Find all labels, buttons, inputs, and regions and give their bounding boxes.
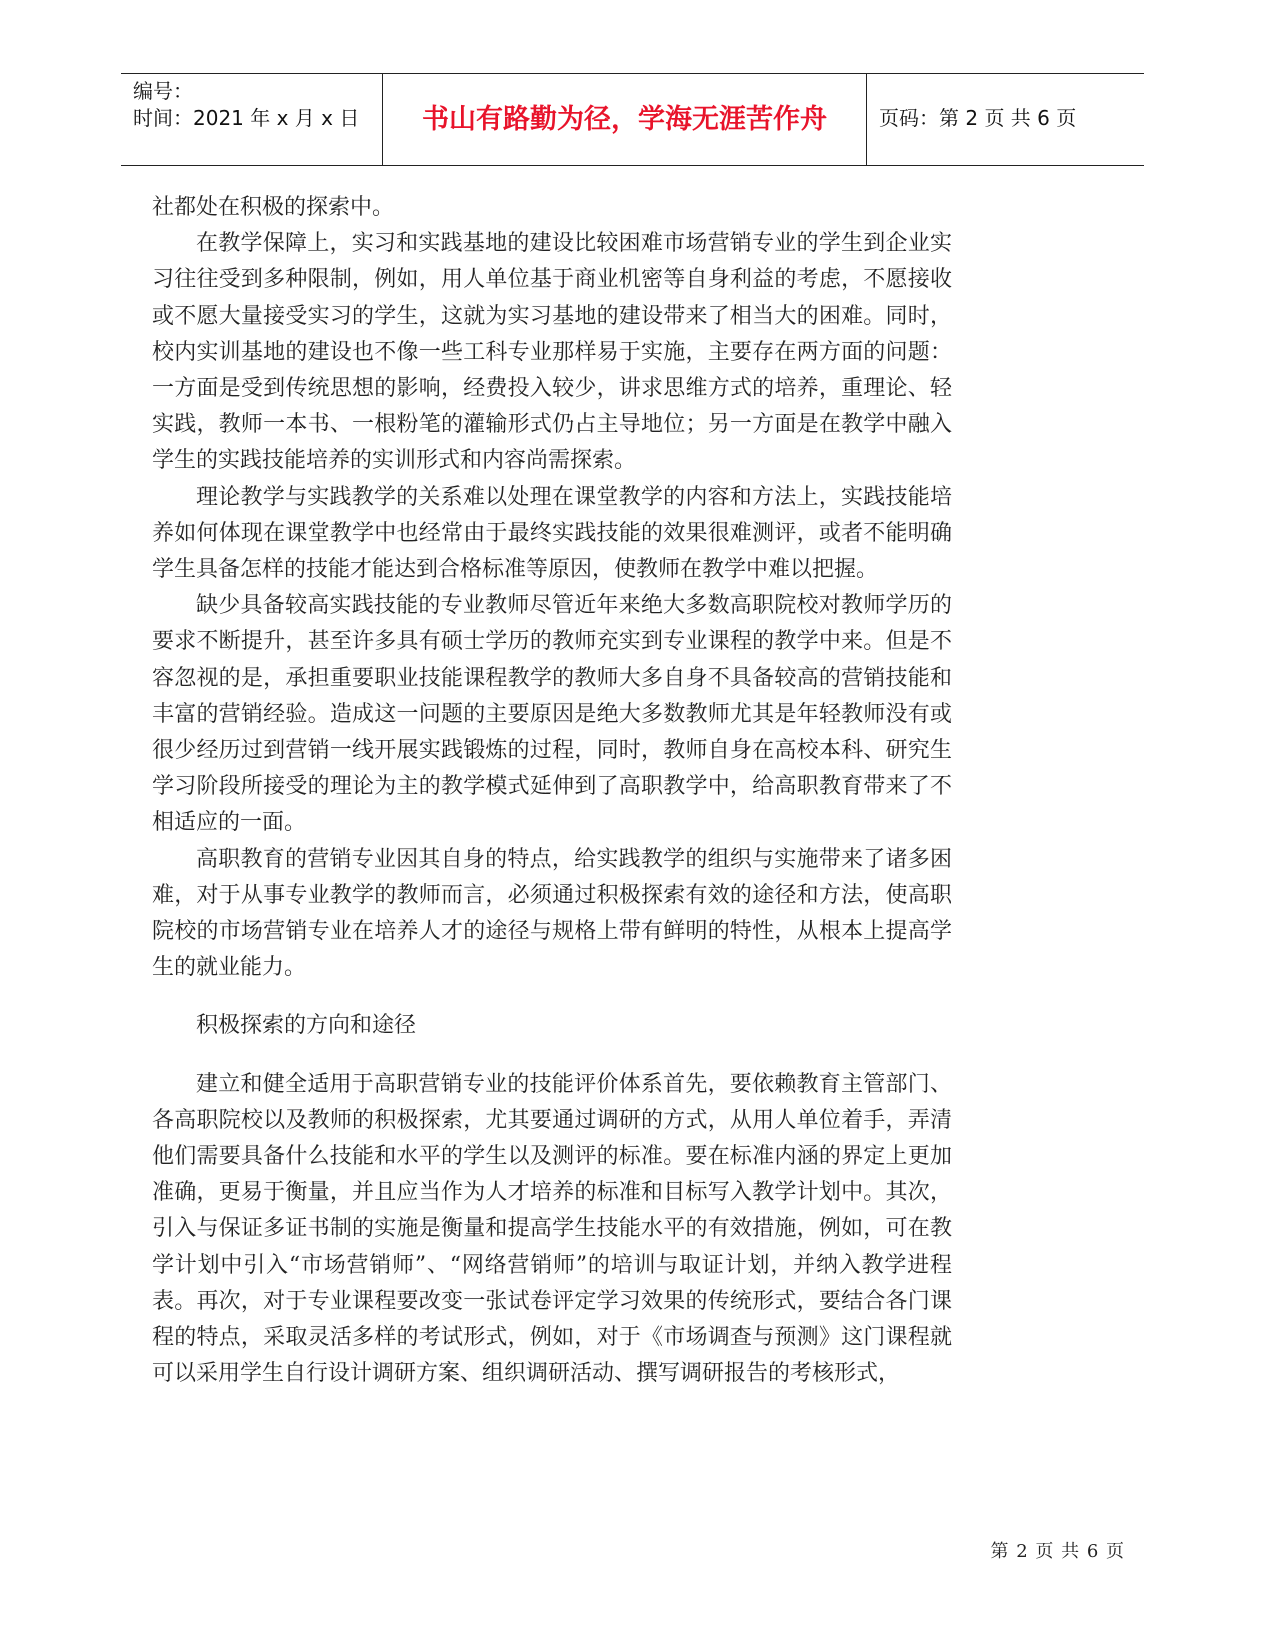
paragraph: 缺少具备较高实践技能的专业教师尽管近年来绝大多数高职院校对教师学历的要求不断提升，甚至许多具有硕士学历的教师充实到专业课程的教学中来。但是不容忽视的是，承担重要职业技能课程教学的教师大多自身不具备较高的营销技能和丰富的营销经验。造成这一问题的主要原因是绝大多数教师尤其是年轻教师没有或很少经历过到营销一线开展实践锻炼的过程，同时，教师自身在高校本科、研究生学习阶段所接受的理论为主的教学模式延伸到了高职教学中，给高职教育带来了不相适应的一面。 <box>152 593 952 836</box>
document-body <box>152 190 952 1393</box>
section-heading: 积极探索的方向和途径 <box>196 1013 417 1039</box>
paragraph: 建立和健全适用于高职营销专业的技能评价体系首先，要依赖教育主管部门、各高职院校以及教师的积极探索，尤其要通过调研的方式，从用人单位着手，弄清他们需要具备什么技能和水平的学生以及测评的标准。要在标准内涵的界定上更加准确，更易于衡量，并且应当作为人才培养的标准和目标写入教学计划中。其次，引入与保证多证书制的实施是衡量和提高学生技能水平的有效措施，例如，可在教学计划中引入“市场营销师”、“网络营销师”的培训与取证计划，并纳入教学进程表。再次，对于专业课程要改变一张试卷评定学习效果的传统形式，要结合各门课程的特点，采取灵活多样的考试形式，例如，对于《市场调查与预测》这门课程就可以采用学生自行设计调研方案、组织调研活动、撰写调研报告的考核形式， <box>152 1071 952 1387</box>
page-header <box>121 73 1144 166</box>
header-meta <box>121 74 383 165</box>
header-page-info: 页码：第 2 页 共 6 页 <box>879 106 1077 130</box>
document-number-label: 编号： <box>133 79 193 103</box>
paragraph: 高职教育的营销专业因其自身的特点，给实践教学的组织与实施带来了诸多困难，对于从事专业教学的教师而言，必须通过积极探索有效的途径和方法，使高职院校的市场营销专业在培养人才的途径与规格上带有鲜明的特性，从根本上提高学生的就业能力。 <box>152 846 952 981</box>
header-motto: 书山有路勤为径，学海无涯苦作舟 <box>383 74 867 165</box>
paragraph: 理论教学与实践教学的关系难以处理在课堂教学的内容和方法上，实践技能培养如何体现在课堂教学中也经常由于最终实践技能的效果很难测评，或者不能明确学生具备怎样的技能才能达到合格标准等原因，使教师在教学中难以把握。 <box>152 484 952 583</box>
paragraph: 在教学保障上，实习和实践基地的建设比较困难市场营销专业的学生到企业实习往往受到多种限制，例如，用人单位基于商业机密等自身利益的考虑，不愿接收或不愿大量接受实习的学生，这就为实习基地的建设带来了相当大的困难。同时，校内实训基地的建设也不像一些工科专业那样易于实施，主要存在两方面的问题：一方面是受到传统思想的影响，经费投入较少，讲求思维方式的培养，重理论、轻实践，教师一本书、一根粉笔的灌输形式仍占主导地位；另一方面是在教学中融入学生的实践技能培养的实训形式和内容尚需探索。 <box>152 231 952 474</box>
document-time-label: 时间：2021 年 x 月 x 日 <box>133 106 360 130</box>
paragraph-continued: 社都处在积极的探索中。 <box>152 195 395 220</box>
page-footer: 第 2 页 共 6 页 <box>990 1541 1125 1562</box>
